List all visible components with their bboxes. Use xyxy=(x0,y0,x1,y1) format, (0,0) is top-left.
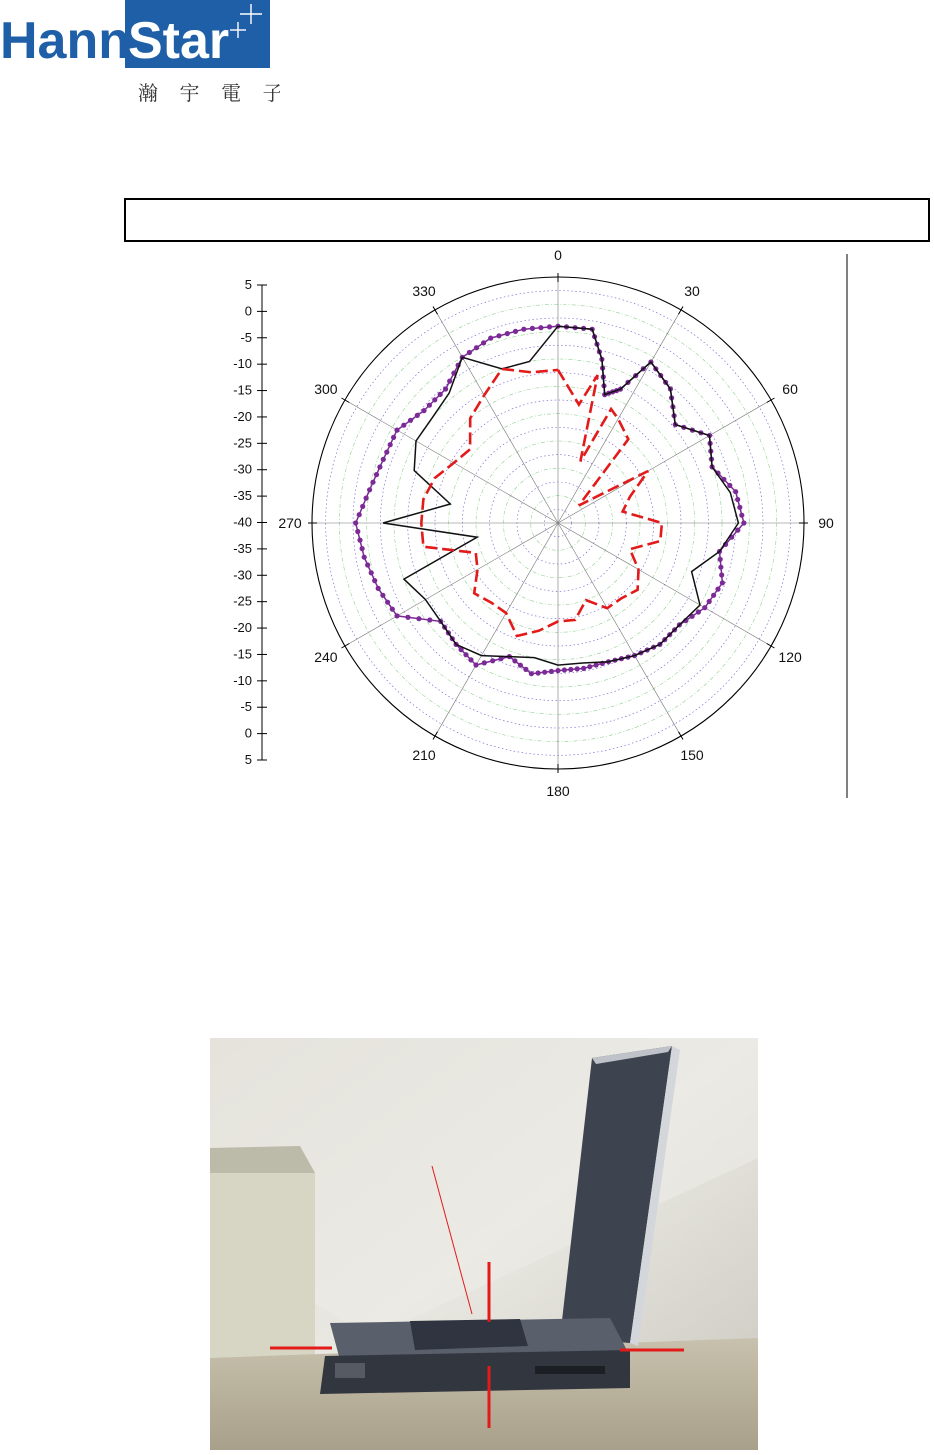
series-marker xyxy=(594,662,599,667)
angle-label: 30 xyxy=(684,282,700,299)
series-marker xyxy=(360,504,365,509)
series-marker xyxy=(473,662,478,667)
series-marker xyxy=(482,660,487,665)
radial-axis xyxy=(233,277,267,767)
angle-label: 60 xyxy=(782,381,798,397)
series-marker xyxy=(741,520,746,525)
logo-star-text: Star xyxy=(128,12,230,70)
polar-chart-svg xyxy=(190,250,860,802)
series-marker xyxy=(438,392,443,397)
radial-tick-label: 0 xyxy=(244,303,252,319)
series-marker xyxy=(718,565,723,570)
series-marker xyxy=(405,615,410,620)
series-marker xyxy=(360,546,365,551)
series-marker xyxy=(587,664,592,669)
series-marker xyxy=(727,483,732,488)
angle-label: 300 xyxy=(314,381,338,397)
radial-tick-label: 0 xyxy=(244,725,252,741)
radial-tick-label: -10 xyxy=(233,672,252,688)
series-marker xyxy=(696,609,701,614)
logo-chinese-subtitle: 瀚 宇 電 子 xyxy=(138,83,280,105)
series-marker xyxy=(367,487,372,492)
radial-tick-label: -35 xyxy=(233,540,252,556)
series-marker xyxy=(735,497,740,502)
series-marker xyxy=(505,331,510,336)
series-marker xyxy=(353,520,358,525)
series-marker xyxy=(374,472,379,477)
series-marker xyxy=(394,428,399,433)
series-marker xyxy=(711,593,716,598)
series-marker xyxy=(355,529,360,534)
laptop-setup-photo xyxy=(210,1038,758,1450)
series-marker xyxy=(376,586,381,591)
series-marker xyxy=(357,538,362,543)
radial-tick-label: -25 xyxy=(233,435,252,451)
series-marker xyxy=(362,555,367,560)
angle-labels xyxy=(278,250,834,799)
series-line-2 xyxy=(421,369,662,636)
series-marker xyxy=(512,658,517,663)
series-marker xyxy=(380,593,385,598)
grid-spoke xyxy=(558,523,771,646)
radial-tick-label: -35 xyxy=(233,488,252,504)
series-marker xyxy=(488,336,493,341)
hannstar-logo xyxy=(0,0,280,110)
radial-tick-label: -5 xyxy=(240,699,252,715)
series-marker xyxy=(372,578,377,583)
series-marker xyxy=(391,435,396,440)
angle-label: 0 xyxy=(554,250,562,263)
series-marker xyxy=(408,418,413,423)
angle-label: 150 xyxy=(680,747,704,764)
series-marker xyxy=(718,557,723,562)
laptop-drive-slot xyxy=(535,1366,605,1374)
logo-hann-text: Hann xyxy=(0,12,130,70)
series-marker xyxy=(474,345,479,350)
series-marker xyxy=(521,327,526,332)
series-marker xyxy=(377,464,382,469)
radial-tick-label: 5 xyxy=(244,752,252,767)
radial-tick-label: -5 xyxy=(240,329,252,345)
series-marker xyxy=(530,326,535,331)
series-marker xyxy=(496,333,501,338)
series-marker xyxy=(549,669,554,674)
series-marker xyxy=(401,423,406,428)
radial-tick-label: -25 xyxy=(233,593,252,609)
series-marker xyxy=(443,386,448,391)
polar-chart xyxy=(190,250,860,802)
series-marker xyxy=(719,572,724,577)
series-marker xyxy=(702,605,707,610)
series-marker xyxy=(562,667,567,672)
series-marker xyxy=(427,403,432,408)
series-marker xyxy=(575,666,580,671)
series-marker xyxy=(369,570,374,575)
series-marker xyxy=(427,617,432,622)
series-marker xyxy=(568,667,573,672)
radial-tick-label: -30 xyxy=(233,567,252,583)
series-marker xyxy=(468,657,473,662)
series-marker xyxy=(481,340,486,345)
angle-label: 270 xyxy=(278,515,302,531)
series-marker xyxy=(432,397,437,402)
series-marker xyxy=(555,668,560,673)
radial-tick-label: -20 xyxy=(233,620,252,636)
laptop-keyboard xyxy=(410,1319,528,1350)
cabinet xyxy=(210,1148,315,1368)
series-line-1 xyxy=(383,326,738,665)
series-marker xyxy=(538,325,543,330)
radial-tick-label: -30 xyxy=(233,461,252,477)
angle-label: 210 xyxy=(412,747,436,764)
series-marker xyxy=(735,528,740,533)
series-marker xyxy=(421,408,426,413)
series-marker xyxy=(394,613,399,618)
series-marker xyxy=(581,666,586,671)
cabinet-top xyxy=(210,1146,315,1173)
series-marker xyxy=(384,450,389,455)
series-marker xyxy=(707,599,712,604)
series-marker xyxy=(385,600,390,605)
series-marker xyxy=(733,489,738,494)
radial-tick-label: -15 xyxy=(233,646,252,662)
series-marker xyxy=(463,652,468,657)
angle-label: 90 xyxy=(818,515,834,531)
series-marker xyxy=(467,350,472,355)
series-marker xyxy=(536,670,541,675)
angle-label: 180 xyxy=(546,783,570,799)
series-marker xyxy=(513,329,518,334)
series-marker xyxy=(357,512,362,517)
series-marker xyxy=(490,658,495,663)
radial-tick-label: -10 xyxy=(233,356,252,372)
angle-label: 330 xyxy=(412,282,436,299)
series-marker xyxy=(542,670,547,675)
series-marker xyxy=(739,513,744,518)
series-marker xyxy=(547,324,552,329)
chart-title-box xyxy=(124,198,930,242)
series-marker xyxy=(415,413,420,418)
series-marker xyxy=(518,663,523,668)
angle-label: 120 xyxy=(778,649,802,665)
series-marker xyxy=(529,671,534,676)
series-marker xyxy=(715,587,720,592)
series-marker xyxy=(523,667,528,672)
series-marker xyxy=(365,562,370,567)
series-marker xyxy=(388,442,393,447)
radial-tick-label: -40 xyxy=(233,514,252,530)
series-marker xyxy=(381,457,386,462)
laptop-port xyxy=(335,1363,365,1378)
series-marker xyxy=(737,505,742,510)
series-marker xyxy=(370,480,375,485)
radial-tick-label: 5 xyxy=(244,277,252,292)
series-marker xyxy=(364,496,369,501)
series-marker xyxy=(390,607,395,612)
angle-label: 240 xyxy=(314,649,338,665)
radial-tick-label: -15 xyxy=(233,382,252,398)
radial-tick-label: -20 xyxy=(233,408,252,424)
series-marker xyxy=(416,616,421,621)
series-marker xyxy=(447,379,452,384)
series-marker xyxy=(720,580,725,585)
